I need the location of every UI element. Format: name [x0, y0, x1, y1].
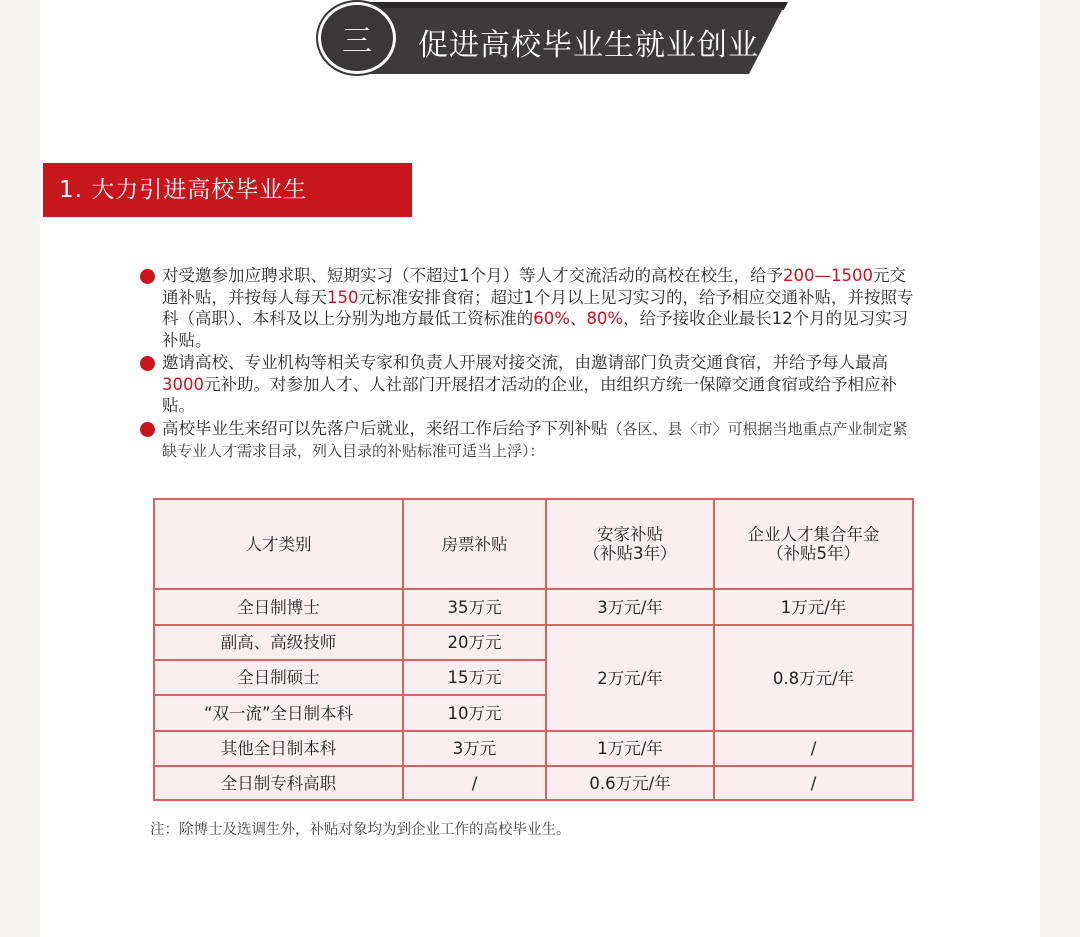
table-cell-category: “双一流”全日制本科	[155, 696, 404, 732]
table-cell-settle: 3万元/年	[547, 590, 715, 626]
highlight-value: 150	[327, 287, 359, 307]
table-cell-category: 其他全日制本科	[155, 732, 404, 767]
bullet-item	[140, 352, 920, 417]
header-housing: 房票补贴	[404, 500, 547, 590]
section-heading: 1. 大力引进高校毕业生	[43, 163, 412, 217]
bullet-item	[140, 265, 920, 351]
table-cell-category: 全日制专科高职	[155, 767, 404, 799]
text-run: 邀请高校、专业机构等相关专家和负责人开展对接交流，由邀请部门负责交通食宿，并给予每人最高	[162, 353, 888, 372]
table-cell-category: 全日制博士	[155, 590, 404, 626]
header-settle: 安家补贴 （补贴3年）	[547, 500, 715, 590]
text-run: 元补助。对参加人才、人社部门开展招才活动的企业，由组织方统一保障交通食宿或给予相应补贴。	[162, 374, 897, 415]
red-dot-icon	[140, 356, 155, 371]
text-run: 、	[569, 309, 587, 328]
table-cell-annuity-merged: 0.8万元/年	[715, 626, 912, 732]
table-cell-housing: 3万元	[404, 732, 547, 767]
highlight-value: 80%	[586, 309, 624, 328]
table-cell-category: 全日制硕士	[155, 661, 404, 696]
red-dot-icon	[140, 422, 155, 437]
red-dot-icon	[140, 269, 155, 284]
table-cell-annuity: /	[715, 732, 912, 767]
bullet-text	[162, 266, 914, 350]
bullet-text	[162, 419, 908, 461]
section-banner	[318, 0, 783, 76]
table-cell-housing: /	[404, 767, 547, 799]
text-run: 元标准安排食宿；超过1个月以上见习实习的，给予相应交通补贴，并按照专科（高职）、本科及以上分别为地方最低工资标准的	[162, 287, 914, 328]
subsidy-table	[153, 498, 914, 801]
table-cell-housing: 35万元	[404, 590, 547, 626]
text-run-parenthetical: （各区、县〈市〉可根据当地重点产业制定紧缺专业人才需求目录，列入目录的补贴标准可适当上浮）：	[162, 419, 908, 460]
highlight-value: 60%	[533, 309, 570, 328]
bullet-list	[140, 265, 920, 464]
table-cell-annuity: /	[810, 773, 817, 793]
table-cell-settle-merged: 2万元/年	[547, 626, 715, 732]
table-cell-annuity: 1万元/年	[715, 590, 912, 626]
highlight-value: 3000	[162, 374, 204, 394]
bullet-item	[140, 418, 920, 463]
header-category: 人才类别	[155, 500, 404, 590]
table-cell-settle: 0.6万元/年	[547, 767, 715, 799]
banner-title: 促进高校毕业生就业创业	[418, 28, 759, 63]
highlight-value: 200—1500	[783, 266, 873, 285]
text-run: 元交通补贴，并按每人每天	[162, 266, 906, 307]
table-cell-housing: 15万元	[404, 661, 547, 696]
text-run: 对受邀参加应聘求职、短期实习（不超过1个月）等人才交流活动的高校在校生，给予	[162, 266, 783, 285]
table-cell-housing: 10万元	[404, 696, 547, 732]
text-run: 高校毕业生来绍可以先落户后就业，来绍工作后给予下列补贴	[162, 418, 608, 438]
banner-number-badge: 三	[318, 2, 396, 74]
table-cell-settle: 1万元/年	[547, 732, 715, 767]
footnote: 注：除博士及选调生外，补贴对象均为到企业工作的高校毕业生。	[150, 822, 571, 838]
table-cell-housing: 20万元	[404, 626, 547, 661]
text-run: ，给予接收企业最长12个月的见习实习补贴。	[162, 309, 909, 350]
header-annuity: 企业人才集合年金 （补贴5年）	[715, 500, 912, 590]
table-cell-category: 副高、高级技师	[155, 626, 404, 661]
bullet-text	[162, 353, 897, 415]
